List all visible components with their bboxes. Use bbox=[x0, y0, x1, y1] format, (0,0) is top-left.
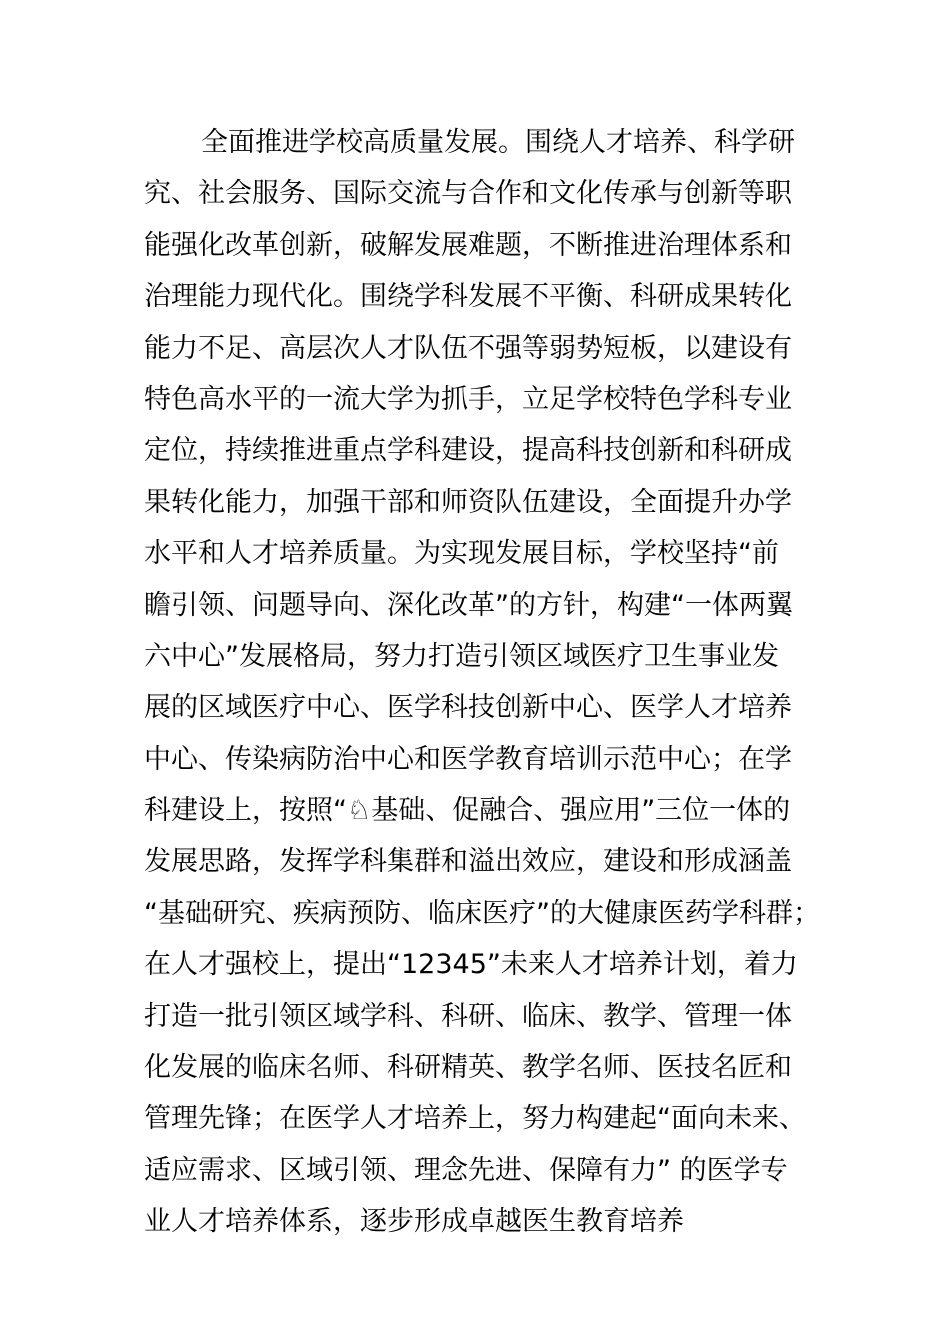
paragraph-line: 定位，持续推进重点学科建设，提高科技创新和科研成 bbox=[144, 435, 792, 467]
paragraph-line: 治理能力现代化。围绕学科发展不平衡、科研成果转化 bbox=[144, 281, 792, 313]
paragraph-line: 发展思路，发挥学科集群和溢出效应，建设和形成涵盖 bbox=[144, 846, 792, 878]
paragraph-line: 展的区域医疗中心、医学科技创新中心、医学人才培养 bbox=[144, 692, 792, 724]
paragraph-line: 瞻引领、问题导向、深化改革”的方针，构建“一体两翼 bbox=[144, 589, 793, 621]
paragraph-line: 能强化改革创新，破解发展难题，不断推进治理体系和 bbox=[144, 229, 792, 261]
paragraph-line: 打造一批引领区域学科、科研、临床、教学、管理一体 bbox=[144, 1000, 792, 1032]
paragraph-line: 中心、传染病防治中心和医学教育培训示范中心；在学 bbox=[144, 743, 792, 775]
paragraph-line: 业人才培养体系，逐步形成卓越医生教育培养 bbox=[144, 1206, 684, 1238]
paragraph-line: 究、社会服务、国际交流与合作和文化传承与创新等职 bbox=[144, 178, 792, 210]
paragraph-line: “基础研究、疾病预防、临床医疗”的大健康医药学科群； bbox=[144, 897, 820, 929]
paragraph-line: 在人才强校上，提出“12345”未来人才培养计划，着力 bbox=[144, 949, 798, 981]
paragraph-line: 适应需求、区域引领、理念先进、保障有力” 的医学专 bbox=[144, 1154, 788, 1186]
paragraph-line: 化发展的临床名师、科研精英、教学名师、医技名匠和 bbox=[144, 1052, 792, 1084]
paragraph-line: 果转化能力，加强干部和师资队伍建设，全面提升办学 bbox=[144, 486, 792, 518]
paragraph-line: 全面推进学校高质量发展。围绕人才培养、科学研 bbox=[201, 127, 795, 158]
paragraph-line: 特色高水平的一流大学为抓手，立足学校特色学科专业 bbox=[144, 383, 792, 415]
paragraph-line: 六中心”发展格局，努力打造引领区域医疗卫生事业发 bbox=[144, 640, 779, 672]
body-paragraph bbox=[144, 117, 844, 1248]
paragraph-line: 管理先锋；在医学人才培养上，努力构建起“面向未来、 bbox=[144, 1103, 806, 1135]
paragraph-line: 水平和人才培养质量。为实现发展目标，学校坚持“前 bbox=[144, 538, 779, 570]
paragraph-line: 能力不足、高层次人才队伍不强等弱势短板，以建设有 bbox=[144, 332, 792, 364]
paragraph-line: 科建设上，按照“♘基础、促融合、强应用”三位一体的 bbox=[144, 795, 791, 827]
